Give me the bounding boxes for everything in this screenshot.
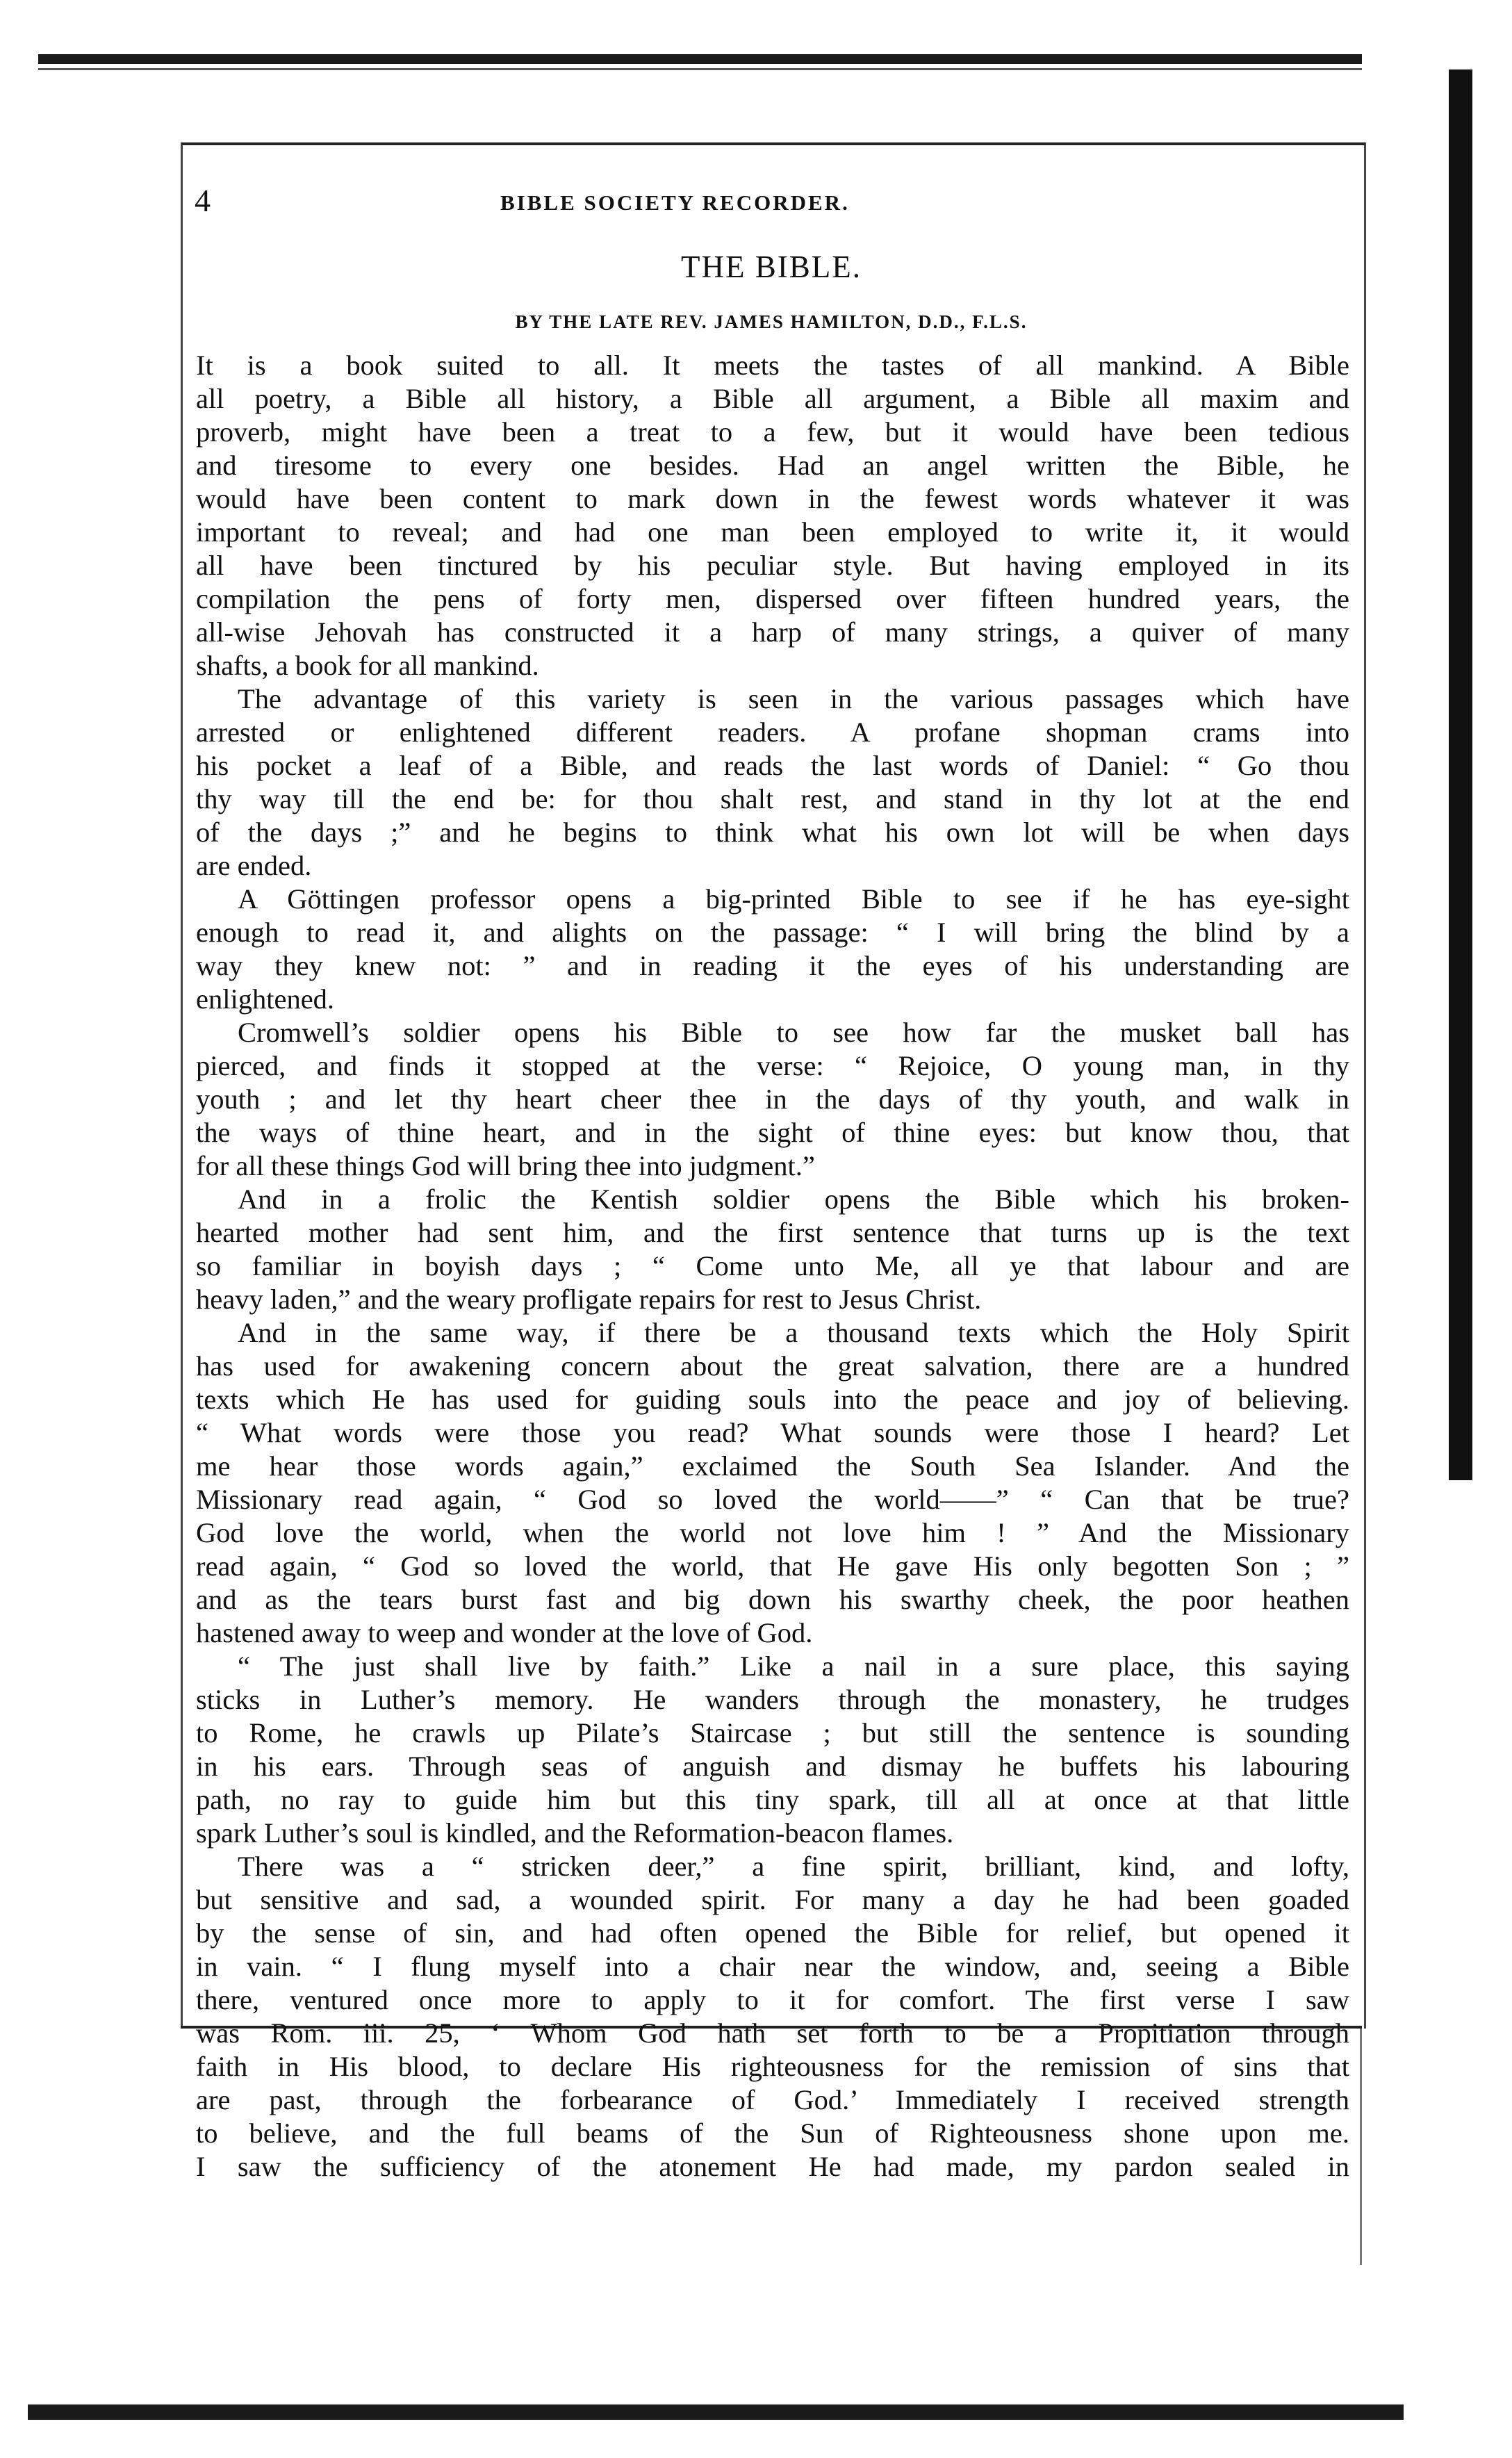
bottom-border-rule: [28, 2404, 1404, 2420]
text-line: by the sense of sin, and had often opened the Bible for relief, but opened it: [196, 1917, 1349, 1949]
text-line: hearted mother had sent him, and the first sentence that turns up is the text: [196, 1217, 1349, 1248]
text-line: would have been content to mark down in the fewest words whatever it was: [196, 483, 1349, 514]
text-line: there, ventured once more to apply to it for comfort. The first verse I saw: [196, 1984, 1349, 2015]
text-line: in his ears. Through seas of anguish and dismay he buffets his labouring: [196, 1751, 1349, 1782]
text-line: but sensitive and sad, a wounded spirit. For many a day he had been goaded: [196, 1884, 1349, 1915]
text-line: sticks in Luther’s memory. He wanders through the monastery, he trudges: [196, 1684, 1349, 1715]
text-line: spark Luther’s soul is kindled, and the Reformation-beacon flames.: [196, 1817, 954, 1849]
text-line: in vain. “ I flung myself into a chair near the window, and, seeing a Bible: [196, 1951, 1349, 1982]
article-byline: BY THE LATE REV. JAMES HAMILTON, D.D., F.L.S.: [515, 311, 1028, 332]
text-line: heavy laden,” and the weary profligate repairs for rest to Jesus Christ.: [196, 1284, 982, 1315]
text-line: so familiar in boyish days ; “ Come unto Me, all ye that labour and are: [196, 1250, 1349, 1281]
top-border-rule: [38, 54, 1362, 64]
text-line: path, no ray to guide him but this tiny spark, till all at once at that little: [196, 1784, 1349, 1815]
text-line: The advantage of this variety is seen in the various passages which have: [238, 683, 1349, 714]
text-line: read again, “ God so loved the world, that He gave His only begotten Son ; ”: [196, 1550, 1349, 1582]
text-line: was Rom. iii. 25, ‘ Whom God hath set forth to be a Propitiation through: [196, 2017, 1349, 2049]
text-line: for all these things God will bring thee into judgment.”: [196, 1150, 815, 1181]
text-line: There was a “ stricken deer,” a fine spirit, brilliant, kind, and lofty,: [238, 1851, 1349, 1882]
text-line: compilation the pens of forty men, dispersed over fifteen hundred years, the: [196, 583, 1349, 614]
text-line: me hear those words again,” exclaimed the South Sea Islander. And the: [196, 1450, 1349, 1482]
text-line: I saw the sufficiency of the atonement He had made, my pardon sealed in: [196, 2151, 1349, 2182]
text-line: to Rome, he crawls up Pilate’s Staircase ; but still the sentence is sounding: [196, 1717, 1349, 1748]
text-line: “ The just shall live by faith.” Like a nail in a sure place, this saying: [238, 1650, 1349, 1682]
article-title: THE BIBLE.: [681, 249, 862, 284]
text-line: And in the same way, if there be a thousand texts which the Holy Spirit: [238, 1317, 1349, 1348]
text-line: hastened away to weep and wonder at the love of God.: [196, 1617, 813, 1648]
text-line: pierced, and finds it stopped at the verse: “ Rejoice, O young man, in thy: [196, 1050, 1349, 1081]
text-line: way they knew not: ” and in reading it the eyes of his understanding are: [196, 950, 1349, 981]
text-line: Missionary read again, “ God so loved the world——” “ Can that be true?: [196, 1484, 1349, 1515]
text-line: the ways of thine heart, and in the sight of thine eyes: but know thou, that: [196, 1117, 1349, 1148]
running-title: BIBLE SOCIETY RECORDER.: [500, 190, 850, 215]
text-line: proverb, might have been a treat to a few, but it would have been tedious: [196, 416, 1349, 448]
top-border-rule-thin: [38, 68, 1362, 70]
text-line: his pocket a leaf of a Bible, and reads the last words of Daniel: “ Go thou: [196, 750, 1349, 781]
text-line: thy way till the end be: for thou shalt rest, and stand in thy lot at the end: [196, 783, 1349, 814]
text-line: youth ; and let thy heart cheer thee in the days of thy youth, and walk in: [196, 1083, 1349, 1115]
text-line: are ended.: [196, 850, 312, 881]
page-frame-tail: [1360, 2029, 1362, 2265]
text-line: It is a book suited to all. It meets the tastes of all mankind. A Bible: [196, 350, 1349, 381]
article-body: [196, 349, 1349, 2183]
text-line: And in a frolic the Kentish soldier opens the Bible which his broken-: [238, 1183, 1349, 1215]
text-line: texts which He has used for guiding souls into the peace and joy of believing.: [196, 1384, 1349, 1415]
text-line: God love the world, when the world not love him ! ” And the Missionary: [196, 1517, 1349, 1548]
text-line: Cromwell’s soldier opens his Bible to see how far the musket ball has: [238, 1017, 1349, 1048]
page-header: [195, 182, 1348, 224]
text-line: all have been tinctured by his peculiar style. But having employed in its: [196, 550, 1349, 581]
text-line: shafts, a book for all mankind.: [196, 650, 539, 681]
text-line: arrested or enlightened different readers. A profane shopman crams into: [196, 716, 1349, 748]
binding-edge-shadow: [1449, 69, 1472, 1480]
text-line: and as the tears burst fast and big down his swarthy cheek, the poor heathen: [196, 1584, 1349, 1615]
text-line: all-wise Jehovah has constructed it a harp of many strings, a quiver of many: [196, 616, 1349, 648]
text-line: important to reveal; and had one man been employed to write it, it would: [196, 516, 1349, 548]
text-line: faith in His blood, to declare His righteousness for the remission of sins that: [196, 2051, 1349, 2082]
text-line: all poetry, a Bible all history, a Bible all argument, a Bible all maxim and: [196, 383, 1349, 414]
text-line: to believe, and the full beams of the Sun of Righteousness shone upon me.: [196, 2117, 1349, 2149]
text-line: enough to read it, and alights on the passage: “ I will bring the blind by a: [196, 917, 1349, 948]
text-line: are past, through the forbearance of God.’ Immediately I received strength: [196, 2084, 1349, 2115]
text-line: of the days ;” and he begins to think what his own lot will be when days: [196, 817, 1349, 848]
text-line: has used for awakening concern about the great salvation, there are a hundred: [196, 1350, 1349, 1382]
page-number: 4: [195, 183, 211, 218]
text-line: enlightened.: [196, 983, 335, 1015]
text-line: A Göttingen professor opens a big-printed Bible to see if he has eye-sight: [238, 883, 1349, 915]
text-line: and tiresome to every one besides. Had an angel written the Bible, he: [196, 450, 1349, 481]
text-line: “ What words were those you read? What sounds were those I heard? Let: [196, 1417, 1349, 1448]
